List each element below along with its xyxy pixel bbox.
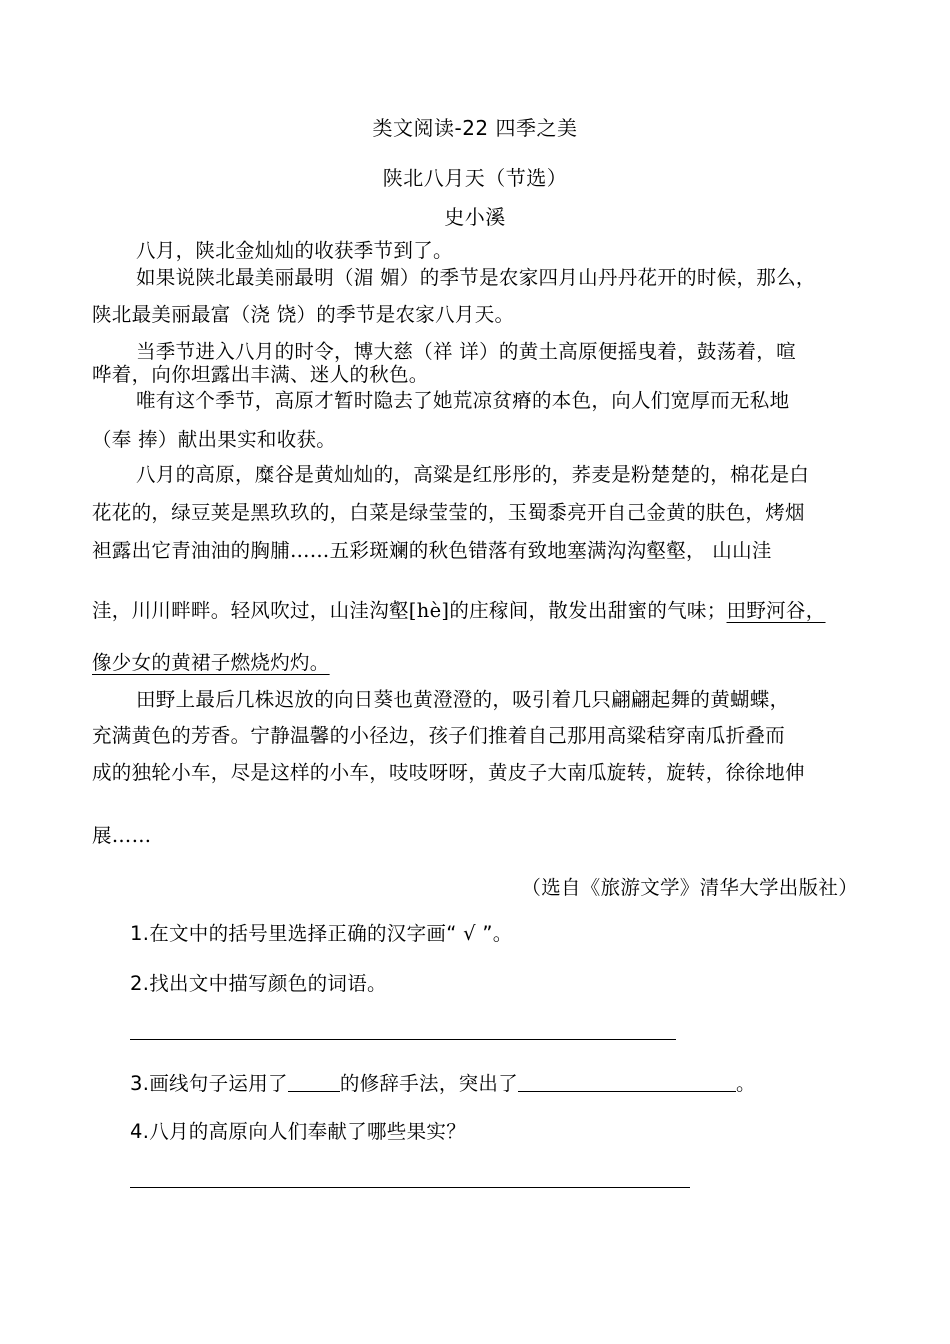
source-citation: （选自《旅游文学》清华大学出版社） bbox=[521, 876, 858, 899]
question-3-text: 。 bbox=[736, 1072, 756, 1095]
paragraph-line: 袒露出它青油油的胸脯……五彩斑斓的秋色错落有致地塞满沟沟壑壑， 山山洼 bbox=[92, 539, 772, 562]
paragraph-line: （奉 捧）献出果实和收获。 bbox=[92, 428, 337, 451]
question-3-text: 3.画线句子运用了 bbox=[130, 1072, 288, 1095]
question-4: 4.八月的高原向人们奉献了哪些果实？ bbox=[130, 1120, 467, 1143]
paragraph-line: 唯有这个季节，高原才暂时隐去了她荒凉贫瘠的本色，向人们宽厚而无私地 bbox=[136, 389, 790, 412]
paragraph-line: 充满黄色的芳香。宁静温馨的小径边，孩子们推着自己那用高粱秸穿南瓜折叠而 bbox=[92, 724, 786, 747]
paragraph-line: 如果说陕北最美丽最明（湄 媚）的季节是农家四月山丹丹花开的时候，那么， bbox=[136, 266, 816, 289]
paragraph-line: 陕北最美丽最富（浇 饶）的季节是农家八月天。 bbox=[92, 303, 515, 326]
answer-line[interactable] bbox=[130, 1039, 676, 1040]
paragraph-line: 八月的高原，糜谷是黄灿灿的，高粱是红彤彤的，荞麦是粉楚楚的，棉花是白 bbox=[136, 463, 810, 486]
underlined-sentence: 像少女的黄裙子燃烧灼灼。 bbox=[92, 651, 330, 674]
underlined-sentence: 田野河谷， bbox=[726, 599, 826, 622]
article-title: 陕北八月天（节选） bbox=[382, 166, 568, 190]
paragraph-line: 哗着，向你坦露出丰满、迷人的秋色。 bbox=[92, 363, 429, 386]
question-3-text: 的修辞手法，突出了 bbox=[339, 1072, 519, 1095]
paragraph-line: 花花的，绿豆荚是黑玖玖的，白菜是绿莹莹的，玉蜀黍亮开自己金黄的肤色，烤烟 bbox=[92, 501, 805, 524]
fill-blank-rhetoric[interactable] bbox=[288, 1073, 340, 1092]
worksheet-title: 类文阅读-22 四季之美 bbox=[372, 116, 578, 140]
paragraph-line: 当季节进入八月的时令，博大慈（祥 详）的黄土高原便摇曳着，鼓荡着，喧 bbox=[136, 340, 796, 363]
article-author: 史小溪 bbox=[444, 205, 506, 229]
paragraph-line: 八月，陕北金灿灿的收获季节到了。 bbox=[136, 239, 453, 262]
paragraph-line: 成的独轮小车，尽是这样的小车，吱吱呀呀，黄皮子大南瓜旋转，旋转，徐徐地伸 bbox=[92, 761, 805, 784]
paragraph-line bbox=[92, 595, 826, 623]
paragraph-line: 展…… bbox=[92, 824, 152, 847]
question-3 bbox=[130, 1068, 756, 1096]
fill-blank-highlight[interactable] bbox=[518, 1073, 736, 1092]
question-2: 2.找出文中描写颜色的词语。 bbox=[130, 972, 387, 995]
paragraph-line: 田野上最后几株迟放的向日葵也黄澄澄的，吸引着几只翩翩起舞的黄蝴蝶， bbox=[136, 688, 790, 711]
answer-line[interactable] bbox=[130, 1187, 690, 1188]
question-1: 1.在文中的括号里选择正确的汉字画“ √ ”。 bbox=[130, 922, 513, 945]
plain-text: 洼，川川畔畔。轻风吹过，山洼沟壑[hè]的庄稼间，散发出甜蜜的气味； bbox=[92, 599, 727, 622]
